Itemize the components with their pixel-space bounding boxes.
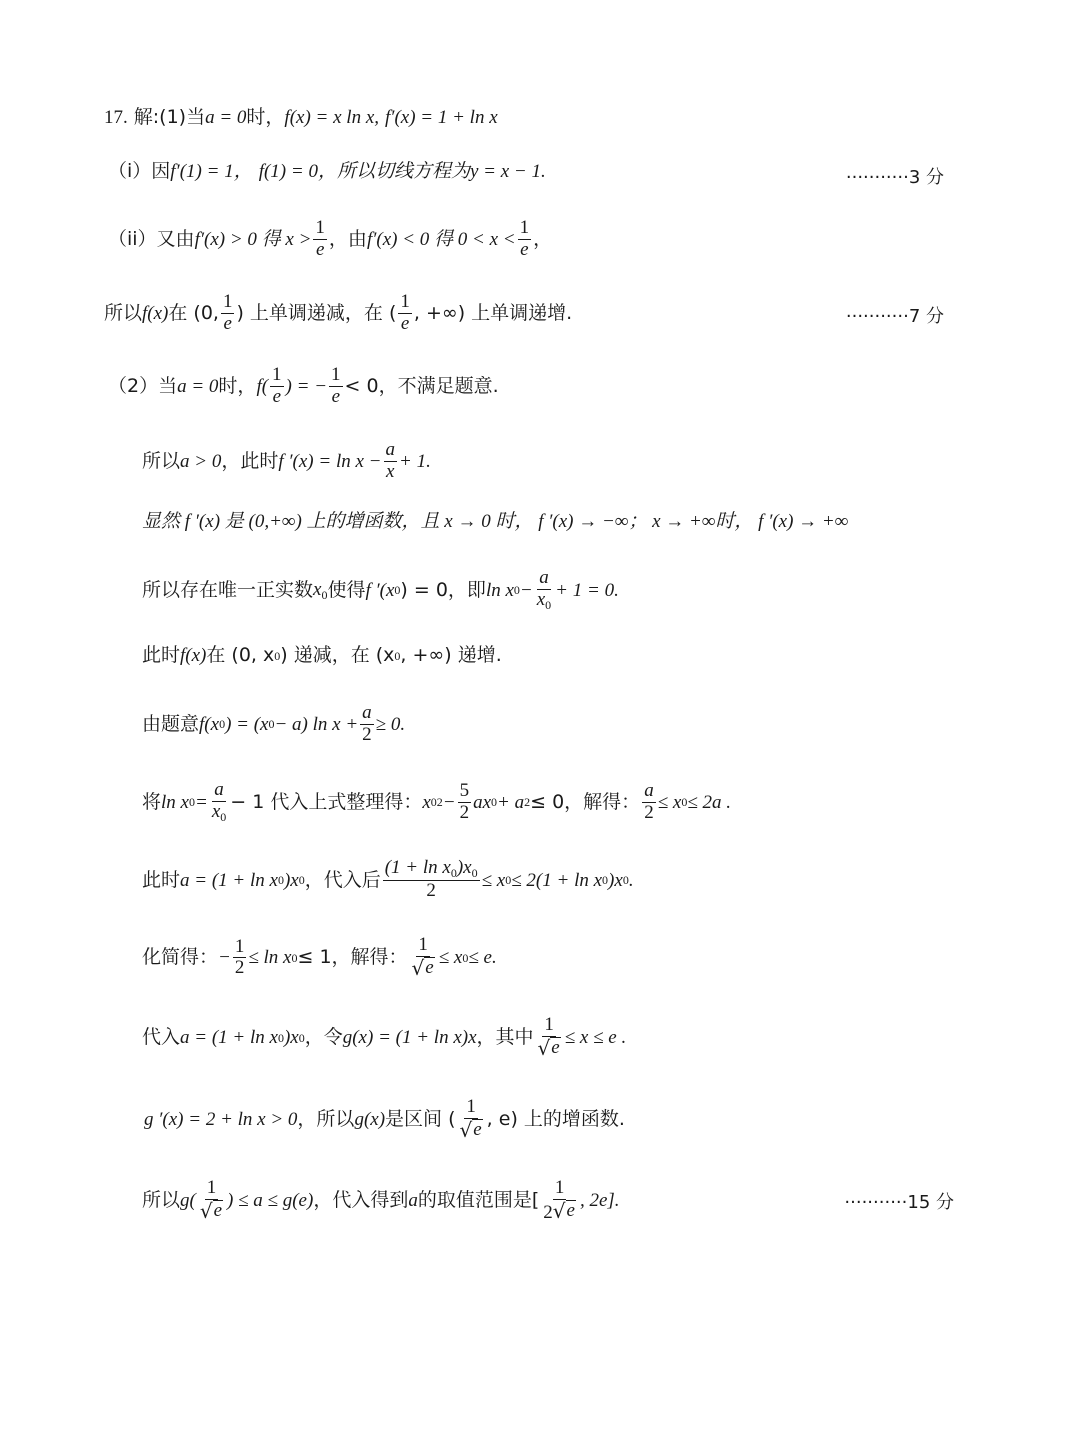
f-def: f(x) = x ln x, (284, 107, 380, 128)
part2-line-12: 所以 g( 1 √ e ) ≤ a ≤ g(e) ，代入得到 a 的取值范围是[ 1 2 √ e , 2e]. (142, 1177, 620, 1223)
fraction-1-over-e: $\frac{1}{e}$ (519, 217, 530, 260)
part1-i-t2: f(1) = 0，所以切线方程为 (258, 161, 470, 182)
part1-ii-t1: f′(x) > 0 得 x > (194, 228, 312, 250)
part2-line-7: 将 ln x 0 = $\frac{a}{x_0}$ − 1 代入上式整理得： x 0 2 − $\frac{5}{2}$ ax 0 + a 2 ≤ 0，解得： $\frac{a}{2}$ ≤ x 0 ≤ 2a . (142, 779, 731, 824)
part2-line-11: g ′(x) = 2 + ln x > 0 ，所以 g(x) 是区间 ( 1 √ e , e) 上的增函数. (144, 1096, 625, 1142)
fraction-1-over-e: $\frac{1}{e}$ (222, 291, 233, 334)
part1-ii: （ii）又由 f′(x) > 0 得 x > $\frac{1}{e}$ ，由 f′(x) < 0 得 0 < x < $\frac{1}{e}$ ， (108, 217, 553, 260)
part1-i-t1: f′(1) = 1， (170, 161, 253, 182)
part2-line-10: 代入 a = (1 + ln x 0 )x 0 ，令 g(x) = (1 + ln x)x ，其中 1 √ e ≤ x ≤ e . (142, 1014, 627, 1060)
part1-ii-label: （ii）又由 (108, 227, 195, 250)
part2-line-8: 此时 a = (1 + ln x 0 )x 0 ，代入后 $\frac{(1 + \ln x_0)x_0}{2}$ ≤ x 0 ≤ 2(1 + ln x 0 )x 0 . (142, 857, 634, 902)
problem-number: 17. (104, 107, 128, 128)
part1-i-label: （i）因 (108, 160, 171, 182)
fprime-def: f′(x) = 1 + ln x (385, 107, 498, 128)
intro-text: 解:(1)当 (133, 106, 206, 128)
part2-line-1: （2）当 a = 0 时， f( $\frac{1}{e}$ ) = − $\frac{1}{e}$ < 0，不满足题意. (108, 364, 499, 407)
score-3: ···········3 分 (845, 167, 944, 188)
part2-line-2: 所以 a > 0 ，此时 f ′(x) = ln x − $\frac{a}{x}$ + 1. (142, 439, 431, 482)
part2-line-3: 显然 f ′(x) 是 (0,+∞) 上的增函数，且 x → 0 时， f ′(x) → −∞； x → +∞时， f ′(x) → +∞ (142, 511, 849, 532)
fraction-1-over-e: $\frac{1}{e}$ (400, 291, 410, 334)
part2-line-5: 此时 f(x) 在 (0, x 0 ) 递减，在 (x 0 , +∞) 递增. (142, 644, 502, 666)
part2-line-4: 所以存在唯一正实数 $x_0$ 使得 f ′(x 0 ) = 0，即 ln x 0 − $\frac{a}{x_0}$ + 1 = 0. (142, 567, 619, 612)
fraction-1-over-e: $\frac{1}{e}$ (315, 217, 325, 260)
case-a0: a = 0 (205, 107, 247, 128)
tangent-eq: y = x − 1. (469, 161, 546, 182)
part1-ii-t2: ，由 (328, 227, 367, 250)
part2-line-9: 化简得： − $\frac{1}{2}$ ≤ ln x 0 ≤ 1，解得： 1 √ e ≤ x 0 ≤ e. (142, 934, 497, 980)
part1-ii-t3: f′(x) < 0 得 0 < x < (366, 228, 516, 250)
monotonic-line: 所以 f(x) 在 (0, $\frac{1}{e}$ ) 上单调递减，在 ( $\frac{1}{e}$ , +∞) 上单调递增. (104, 291, 573, 334)
solution-header (104, 108, 498, 127)
part2-line-6: 由题意 f(x 0 ) = (x 0 − a) ln x + $\frac{a}{2}$ ≥ 0. (142, 702, 406, 745)
part1-i (108, 162, 546, 181)
score-15: ···········15 分 (844, 1192, 954, 1213)
intro-tail: 时， (246, 106, 285, 128)
score-7: ···········7 分 (845, 306, 944, 327)
